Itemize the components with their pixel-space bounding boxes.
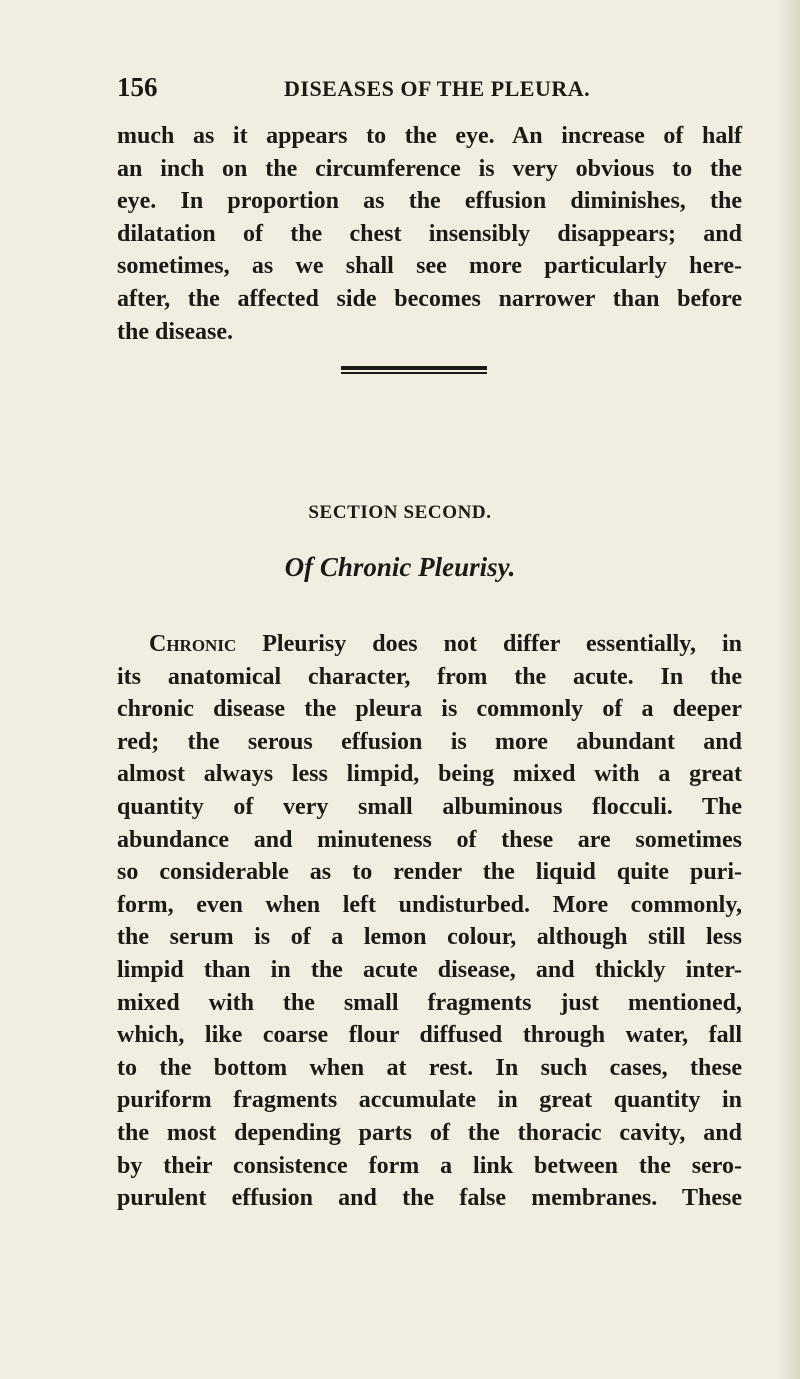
section-divider (341, 366, 487, 375)
text-line: to the bottom when at rest. In such cases, these (117, 1054, 742, 1081)
page-edge-shadow (778, 0, 800, 1379)
text-line: form, even when left undisturbed. More commonly, (117, 891, 742, 918)
divider-thick-rule (341, 366, 487, 370)
text-line: mixed with the small fragments just mentioned, (117, 989, 742, 1016)
text-line: an inch on the circumference is very obvious to the (117, 155, 742, 182)
text-line: the serum is of a lemon colour, although still less (117, 924, 742, 951)
paragraph-chronic-pleurisy (117, 628, 742, 1215)
section-heading: SECTION SECOND. (308, 502, 492, 523)
first-line-text: Pleurisy does not differ essentially, in (236, 631, 742, 657)
section-subtitle: Of Chronic Pleurisy. (284, 552, 516, 582)
text-line: eye. In proportion as the effusion diminishes, the (117, 188, 742, 215)
text-line: the most depending parts of the thoracic cavity, and (117, 1119, 742, 1146)
text-line: limpid than in the acute disease, and thickly inter- (117, 956, 742, 983)
text-line: after, the affected side becomes narrower than before (117, 285, 742, 312)
text-line: puriform fragments accumulate in great quantity in (117, 1087, 742, 1114)
text-line: sometimes, as we shall see more particularly here- (117, 253, 742, 280)
text-line: chronic disease the pleura is commonly of a deeper (117, 696, 742, 723)
text-line (117, 628, 742, 661)
text-line: much as it appears to the eye. An increase of half (117, 123, 742, 149)
text-line: almost always less limpid, being mixed with a great (117, 761, 742, 788)
paragraph-continued (117, 120, 742, 348)
text-line: which, like coarse flour diffused through water, fall (117, 1022, 742, 1049)
text-line: purulent effusion and the false membranes. These (117, 1185, 742, 1212)
text-line: the disease. (117, 318, 233, 345)
lead-word: Chronic (149, 631, 237, 657)
text-line: abundance and minuteness of these are sometimes (117, 826, 742, 853)
text-line: dilatation of the chest insensibly disappears; and (117, 220, 742, 247)
text-line: so considerable as to render the liquid quite puri- (117, 859, 742, 886)
text-line: red; the serous effusion is more abundant and (117, 728, 742, 755)
page-header (117, 72, 677, 112)
running-head: DISEASES OF THE PLEURA. (284, 76, 591, 101)
page-number: 156 (117, 72, 158, 102)
divider-thin-rule (341, 372, 487, 374)
text-line: by their consistence form a link between the sero- (117, 1152, 742, 1179)
text-line: quantity of very small albuminous flocculi. The (117, 793, 742, 820)
text-line: its anatomical character, from the acute. In the (117, 663, 742, 690)
